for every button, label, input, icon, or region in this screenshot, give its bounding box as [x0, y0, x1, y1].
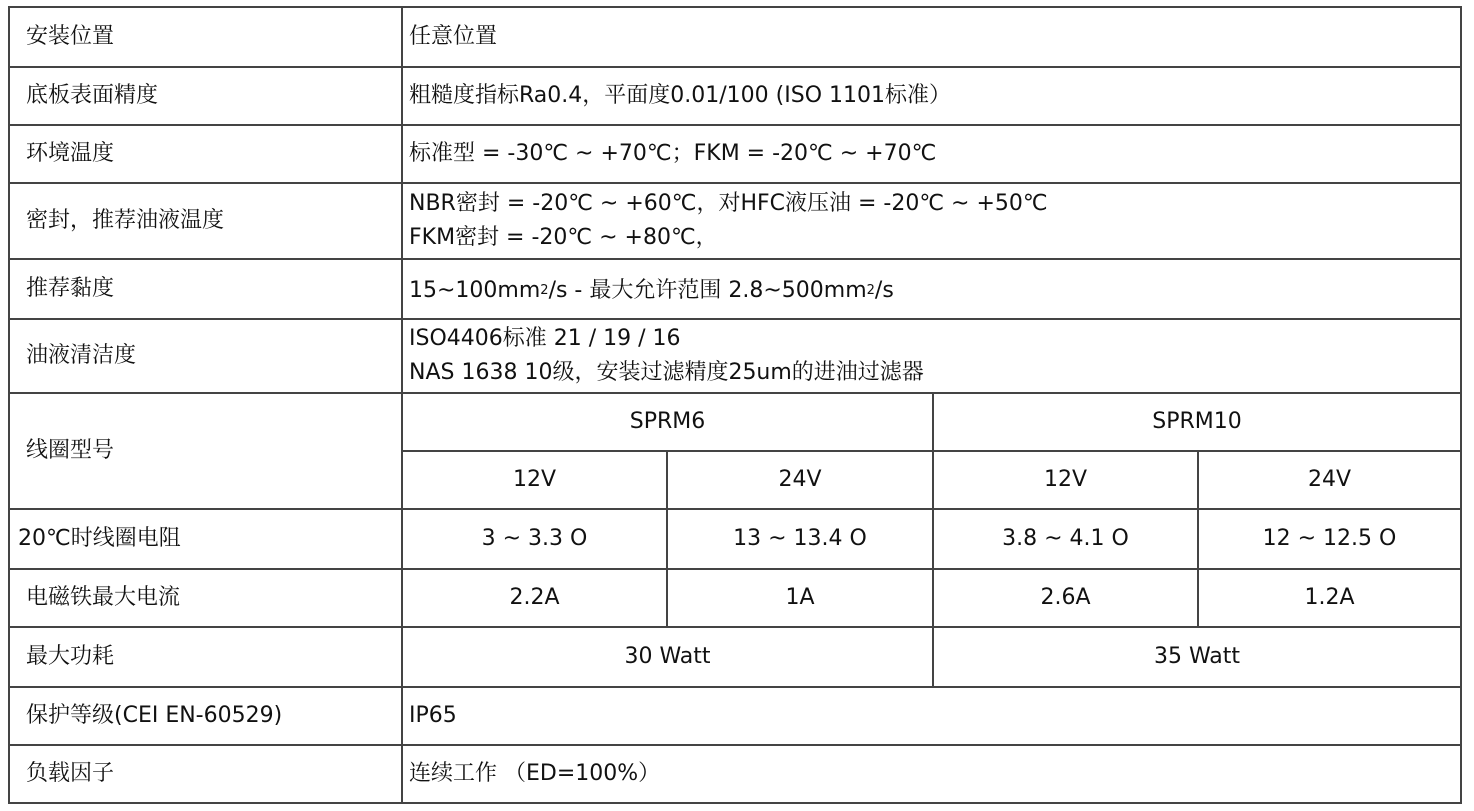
- cleanliness-line2: NAS 1638 10级，安装过滤精度25um的进油过滤器: [409, 360, 924, 385]
- cleanliness-label: 油液清洁度: [26, 343, 137, 368]
- surface-finish-value: 粗糙度指标Ra0.4，平面度0.01/100 (ISO 1101标准）: [409, 83, 951, 108]
- resistance-cell: 3 ~ 3.3 O: [481, 526, 588, 551]
- viscosity-value: 15~100mm 2 /s - 最大允许范围 2.8~500mm 2 /s: [403, 262, 1460, 320]
- duty-cycle-label: 负载因子: [26, 761, 115, 786]
- mount-position-label: 安装位置: [26, 24, 115, 49]
- power-cell: 30 Watt: [624, 644, 711, 669]
- cleanliness-value: [403, 320, 1460, 392]
- max-power-label: 最大功耗: [26, 644, 115, 669]
- viscosity-label: 推荐黏度: [26, 276, 115, 301]
- current-cell: 1.2A: [1304, 585, 1355, 610]
- power-cell: 35 Watt: [1153, 644, 1241, 669]
- ambient-temp-value: 标准型 = -30℃ ~ +70℃；FKM = -20℃ ~ +70℃: [409, 141, 937, 166]
- coil-model-sprm10: SPRM10: [1152, 409, 1242, 434]
- resistance-cell: 13 ~ 13.4 O: [733, 526, 867, 551]
- current-cell: 2.2A: [509, 585, 560, 610]
- seal-fluid-temp-label: 密封，推荐油液温度: [26, 208, 225, 233]
- ambient-temp-label: 环境温度: [26, 141, 115, 166]
- viscosity-part2: /s - 最大允许范围 2.8~500mm: [548, 278, 867, 303]
- coil-model-label: 线圈型号: [26, 438, 115, 463]
- resistance-cell: 12 ~ 12.5 O: [1262, 526, 1397, 551]
- voltage-cell: 24V: [778, 467, 822, 492]
- surface-finish-label: 底板表面精度: [26, 83, 159, 108]
- voltage-cell: 12V: [512, 467, 557, 492]
- viscosity-part3: /s: [874, 278, 894, 303]
- seal-fluid-temp-value: [403, 184, 1460, 258]
- coil-model-sprm6: SPRM6: [629, 409, 706, 434]
- max-current-label: 电磁铁最大电流: [26, 585, 181, 610]
- seal-fluid-temp-line2: FKM密封 = -20℃ ~ +80℃，: [409, 225, 718, 250]
- duty-cycle-value: 连续工作 （ED=100%）: [409, 761, 661, 786]
- voltage-cell: 12V: [1043, 467, 1088, 492]
- current-cell: 2.6A: [1040, 585, 1091, 610]
- mount-position-value: 任意位置: [409, 24, 498, 49]
- resistance-cell: 3.8 ~ 4.1 O: [1002, 526, 1129, 551]
- viscosity-part1: 15~100mm: [409, 278, 541, 303]
- voltage-cell: 24V: [1307, 467, 1352, 492]
- column-divider: [1460, 6, 1462, 804]
- coil-resistance-label: 20℃时线圈电阻: [18, 526, 181, 551]
- seal-fluid-temp-line1: NBR密封 = -20℃ ~ +60℃，对HFC液压油 = -20℃ ~ +50℃: [409, 191, 1048, 216]
- cleanliness-line1: ISO4406标准 21 / 19 / 16: [409, 326, 681, 351]
- protection-label: 保护等级(CEI EN-60529): [26, 703, 283, 728]
- current-cell: 1A: [785, 585, 815, 610]
- row-divider: [8, 802, 1462, 804]
- protection-value: IP65: [409, 703, 457, 728]
